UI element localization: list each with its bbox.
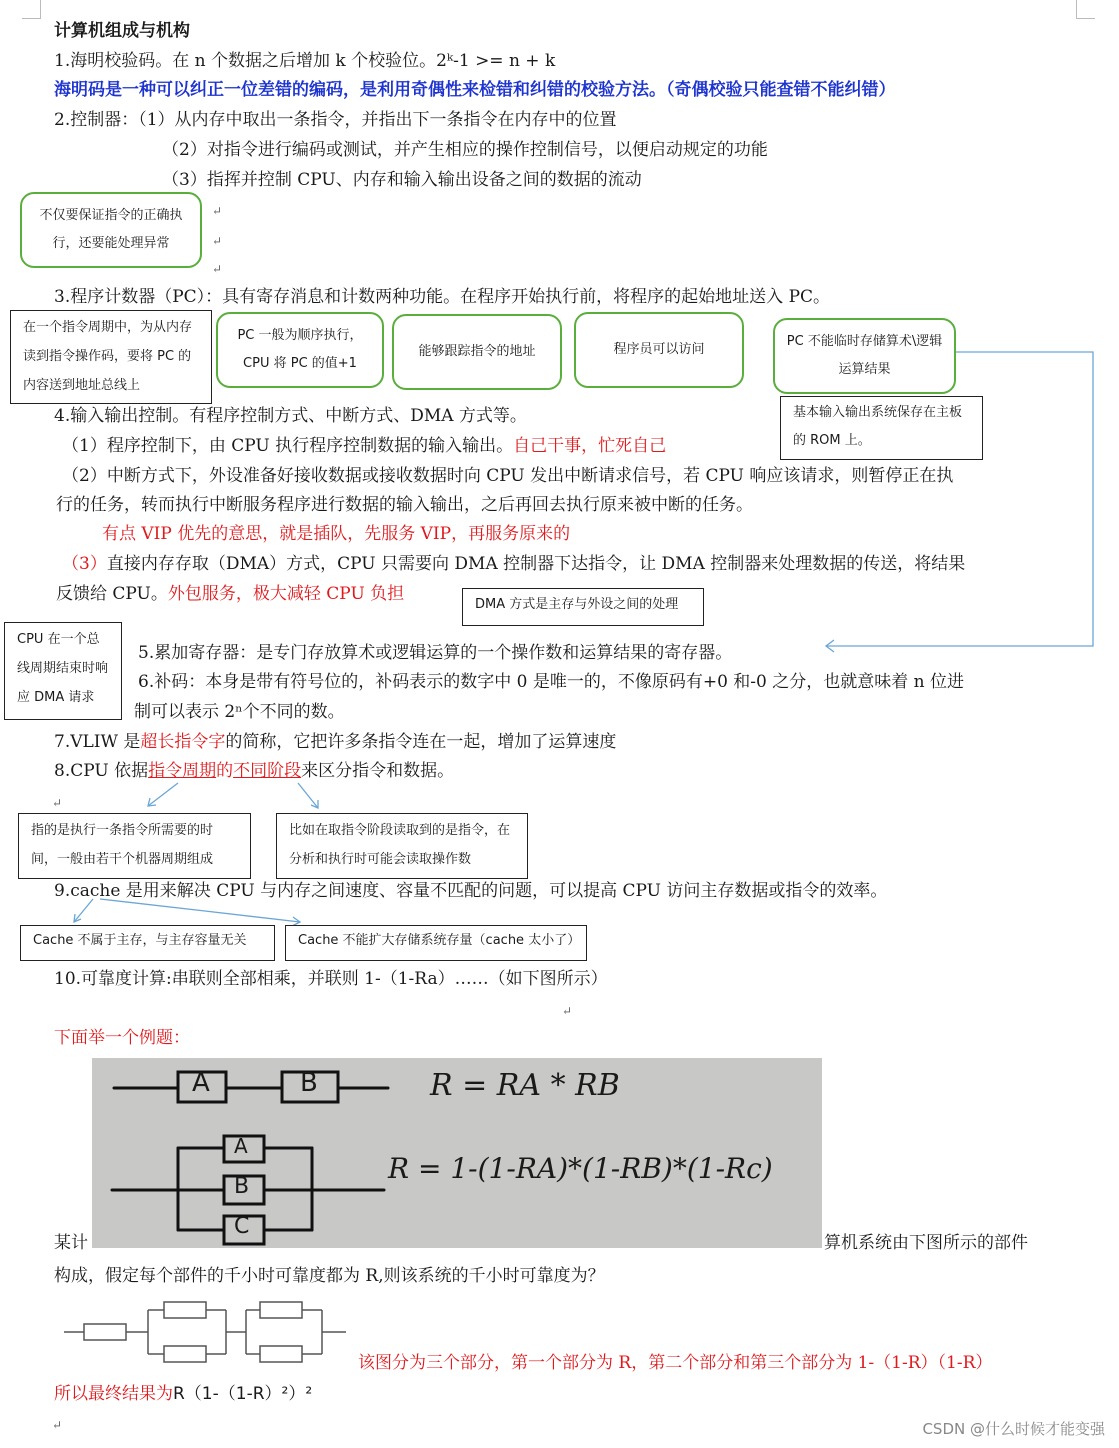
item-8-de: 的 (216, 761, 234, 781)
note-cache-2-text: Cache 不能扩大存储系统存量（cache 太小了） (298, 933, 581, 948)
item-4-3-text: 直接内存存取（DMA）方式，CPU 只需要向 DMA 控制器下达指令，让 DMA 控制器来处理数据的传送，将结果 (106, 554, 966, 574)
item-1-hamming: 1.海明校验码。在 n 个数据之后增加 k 个校验位。2ᵏ-1 >= n + k (54, 51, 556, 71)
item-4-1-text: （1）程序控制下，由 CPU 执行程序控制数据的输入输出。 (62, 436, 514, 456)
note-cpu-dma (4, 622, 122, 720)
item-2-controller-1: 2.控制器：（1）从内存中取出一条指令，并指出下一条指令在内存中的位置 (54, 110, 617, 130)
handwritten-label-a: A (192, 1068, 210, 1098)
question-line-2: 构成，假定每个部件的千小时可靠度都为 R,则该系统的千小时可靠度为？ (54, 1266, 605, 1286)
para-mark: ↵ (562, 1004, 573, 1018)
handwritten-label-c: C (234, 1214, 250, 1239)
item-8-suffix: 来区分指令和数据。 (301, 761, 455, 781)
item-6b-complement: 制可以表示 2ⁿ个不同的数。 (134, 702, 345, 722)
arrow-cycle-left (148, 783, 178, 806)
note-fetch-text: 比如在取指令阶段读取到的是指令，在分析和执行时可能会读取操作数 (289, 823, 511, 867)
note-pc-track-text: 能够跟踪指令的地址 (418, 344, 536, 359)
arrow-cycle-right (298, 783, 318, 808)
question-start-b: 算机系统由下图所示的部件 (824, 1233, 1028, 1253)
note-pc-bus-text: 在一个指令周期中，为从内存读到指令操作码，要将 PC 的内容送到地址总线上 (23, 320, 193, 393)
item-8-cycle: 指令周期 (148, 761, 217, 781)
item-5-accumulator: 5.累加寄存器：是专门存放算术或逻辑运算的一个操作数和运算结果的寄存器。 (138, 643, 733, 663)
watermark-credit: CSDN @什么时候才能变强 (922, 1420, 1105, 1438)
note-pc-sequential (216, 312, 384, 388)
note-fetch-stage (276, 813, 528, 879)
note-cpu-dma-text: CPU 在一个总线周期结束时响应 DMA 请求 (17, 632, 109, 705)
item-4-1-note: 自己干事，忙死自己 (513, 436, 667, 456)
item-10-reliability: 10.可靠度计算:串联则全部相乘，并联则 1-（1-Ra）……（如下图所示） (54, 969, 608, 989)
item-7-suffix: 的简称，它把许多条指令连在一起，增加了运算速度 (225, 732, 617, 752)
note-cycle-text: 指的是执行一条指令所需要的时间，一般由若干个机器周期组成 (31, 823, 214, 867)
note-exception (20, 192, 202, 268)
example-heading: 下面举一个例题： (54, 1028, 190, 1048)
item-7-vliw (54, 731, 616, 753)
note-pc-programmer (574, 312, 744, 388)
answer-final (54, 1383, 312, 1405)
note-pc-nostore (773, 318, 956, 394)
arrow-cache-left (74, 899, 93, 922)
note-pc-prog-text: 程序员可以访问 (613, 342, 705, 357)
note-pc-track (392, 314, 562, 390)
handwritten-formula-series: R = RA * RB (430, 1068, 620, 1103)
note-cache-1-text: Cache 不属于主存，与主存容量无关 (33, 933, 247, 948)
item-7-prefix: 7.VLIW 是 (54, 732, 141, 752)
note-pc-bus (10, 310, 212, 404)
item-8-prefix: 8.CPU 依据 (54, 761, 149, 781)
answer-formula: R（1-（1-R）²）² (173, 1384, 313, 1404)
item-3-pc: 3.程序计数器（PC）：具有寄存消息和计数两种功能。在程序开始执行前，将程序的起始地址送入 PC。 (54, 287, 831, 307)
para-mark: ↵ (52, 796, 63, 810)
item-7-highlight: 超长指令字 (140, 732, 226, 752)
handwritten-label-b2: B (234, 1174, 250, 1199)
handwritten-label-b: B (300, 1068, 318, 1098)
item-4-3a (62, 553, 965, 575)
arrow-cache-right (100, 899, 300, 922)
item-4-3-num: （3） (62, 554, 107, 574)
item-9-cache: 9.cache 是用来解决 CPU 与内存之间速度、容量不匹配的问题，可以提高 CPU 访问主存数据或指令的效率。 (54, 881, 888, 901)
item-4-2a: （2）中断方式下，外设准备好接收数据或接收数据时向 CPU 发出中断请求信号，若 CPU 响应该请求，则暂停正在执 (62, 466, 954, 486)
note-instruction-cycle (18, 813, 251, 879)
doc-title: 计算机组成与机构 (54, 21, 190, 41)
item-8-stage: 不同阶段 (233, 761, 302, 781)
answer-explanation: 该图分为三个部分，第一个部分为 R，第二个部分和第三个部分为 1-（1-R）（1-R） (358, 1353, 993, 1373)
question-start: 某计 (54, 1233, 88, 1253)
item-4-1 (62, 435, 666, 457)
item-2-controller-3: （3）指挥并控制 CPU、内存和输入输出设备之间的数据的流动 (162, 170, 642, 190)
note-dma (462, 588, 704, 626)
item-6a-complement: 6.补码：本身是带有符号位的，补码表示的数字中 0 是唯一的，不像原码有+0 和-0 之分，也就意味着 n 位进 (138, 672, 965, 692)
item-2-controller-2: （2）对指令进行编码或测试，并产生相应的操作控制信号，以便启动规定的功能 (162, 140, 768, 160)
item-4-io: 4.输入输出控制。有程序控制方式、中断方式、DMA 方式等。 (54, 406, 527, 426)
handwritten-reliability-photo (92, 1058, 822, 1248)
handwritten-formula-parallel: R = 1-(1-RA)*(1-RB)*(1-Rc) (388, 1152, 773, 1185)
para-mark: ↵ (212, 262, 223, 276)
note-dma-text: DMA 方式是主存与外设之间的处理 (475, 597, 679, 612)
handwritten-label-a2: A (234, 1134, 248, 1158)
item-4-3-note: 外包服务，极大减轻 CPU 负担 (167, 584, 405, 604)
item-1-note: 海明码是一种可以纠正一位差错的编码，是利用奇偶性来检错和纠错的校验方法。（奇偶校验只能查错不能纠错） (54, 80, 896, 100)
answer-prefix: 所以最终结果为 (54, 1384, 173, 1404)
item-4-2-note: 有点 VIP 优先的意思，就是插队，先服务 VIP，再服务原来的 (102, 524, 571, 544)
system-diagram (60, 1298, 350, 1368)
note-rom (780, 396, 983, 460)
note-cache-2 (285, 925, 587, 961)
note-cache-1 (20, 925, 275, 961)
item-8-cpu (54, 760, 454, 782)
para-mark: ↵ (52, 1418, 63, 1432)
item-4-3b-text: 反馈给 CPU。 (56, 584, 168, 604)
para-mark: ↵ (212, 204, 223, 218)
note-exception-text: 不仅要保证指令的正确执行，还要能处理异常 (39, 208, 183, 251)
item-4-2b: 行的任务，转而执行中断服务程序进行数据的输入输出，之后再回去执行原来被中断的任务。 (56, 495, 753, 515)
note-rom-text: 基本输入输出系统保存在主板的 ROM 上。 (793, 405, 963, 448)
note-pc-seq-text: PC 一般为顺序执行，CPU 将 PC 的值+1 (237, 328, 363, 371)
item-4-3b (56, 583, 404, 605)
note-pc-nostore-text: PC 不能临时存储算术\逻辑运算结果 (786, 334, 943, 377)
para-mark: ↵ (212, 234, 223, 248)
